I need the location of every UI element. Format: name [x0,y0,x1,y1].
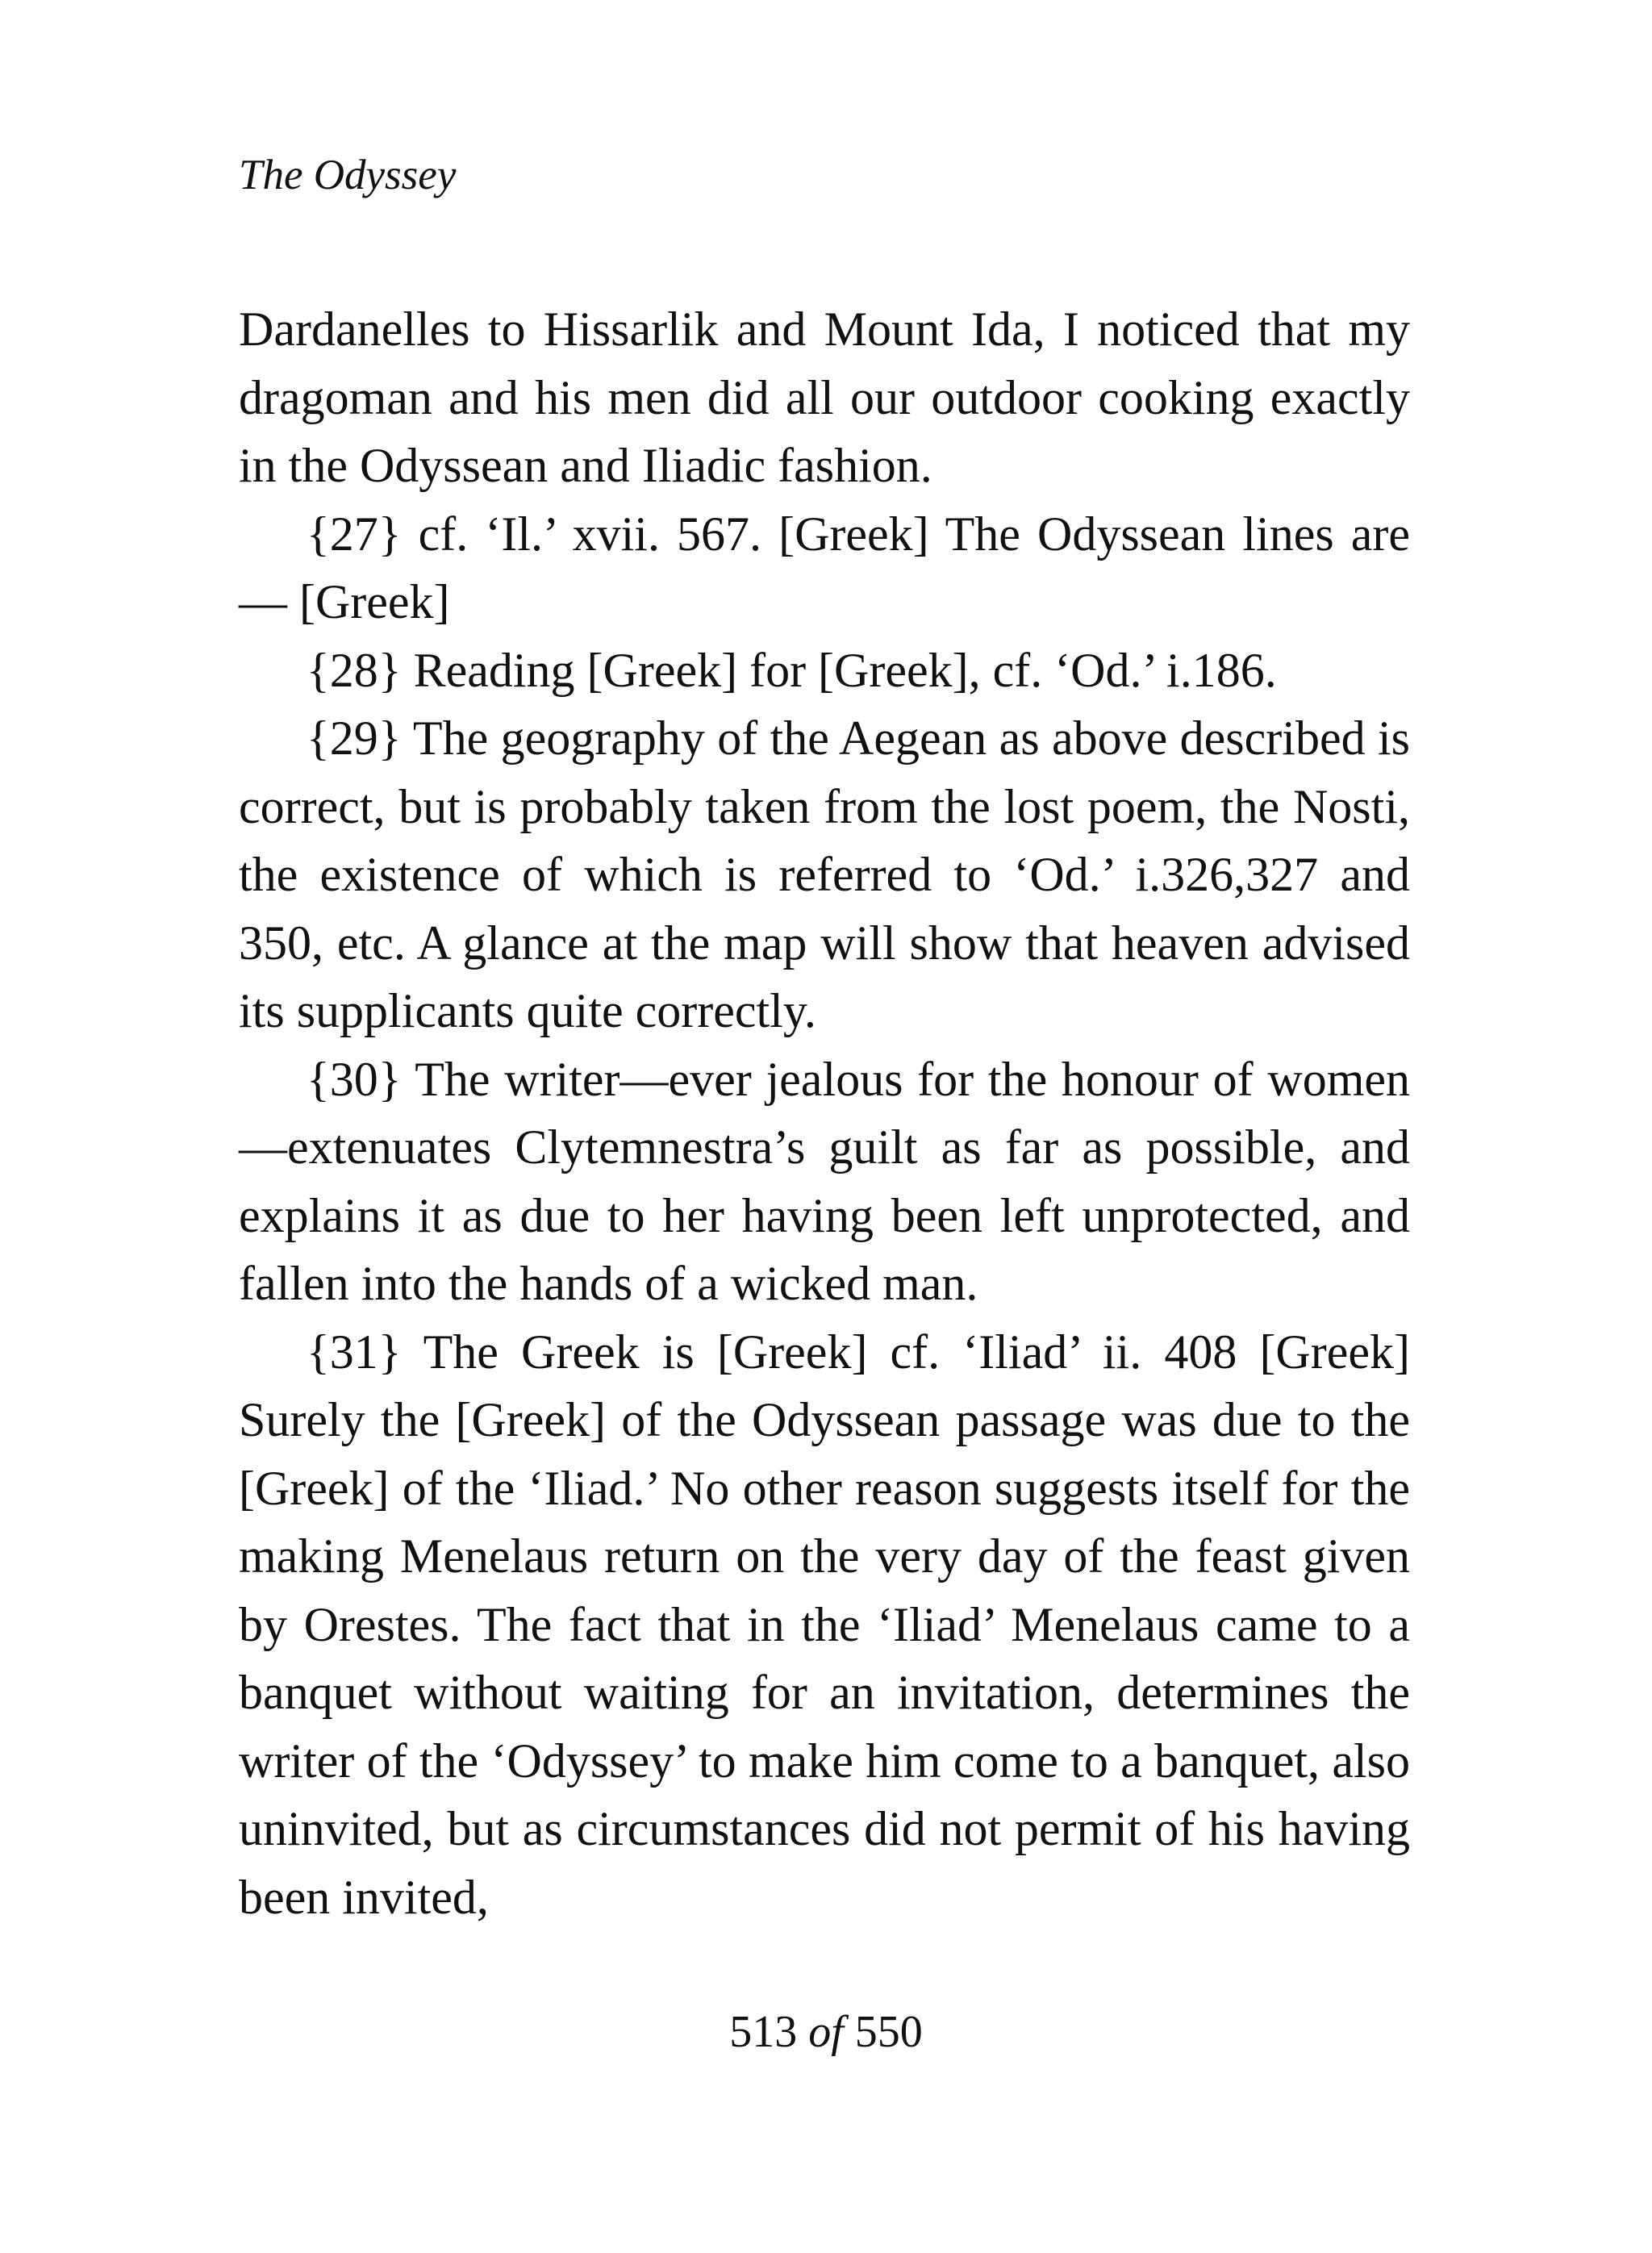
total-pages: 550 [854,2007,923,2057]
footnote-30: {30} The writer—ever jealous for the honour of women—extenuates Clytemnestra’s guilt as far as possible, and explains it as due to her having been left unprotected, and fallen into the hands of a wicked man. [239,1052,1410,1310]
paragraph-continuation: Dardanelles to Hissarlik and Mount Ida, I noticed that my dragoman and his men did all our outdoor cooking exactly in the Odyssean and Iliadic fashion. [239,302,1410,492]
footnote-31: {31} The Greek is [Greek] cf. ‘Iliad’ ii. 408 [Greek] Surely the [Greek] of the Odyssean passage was due to the [Greek] of the ‘Iliad.’ No other reason suggests itself for the making Menelaus return on the very day of the feast given by Orestes. The fact that in the ‘Iliad’ Menelaus came to a banquet without waiting for an invitation, determines the writer of the ‘Odyssey’ to make him come to a banquet, also uninvited, but as circumstances did not permit of his having been invited, [239,1325,1410,1924]
footnote-29: {29} The geography of the Aegean as above described is correct, but is probably taken from the lost poem, the Nosti, the existence of which is referred to ‘Od.’ i.326,327 and 350, etc. A glance at the map will show that heaven advised its supplicants quite correctly. [239,711,1410,1037]
current-page: 513 [729,2007,798,2057]
page-body [239,295,1410,1931]
running-title: The Odyssey [239,152,457,198]
page-number [0,2005,1652,2059]
footnote-27: {27} cf. ‘Il.’ xvii. 567. [Greek] The Odyssean lines are— [Greek] [239,507,1410,628]
page-of-label: of [808,2007,844,2057]
footnote-28: {28} Reading [Greek] for [Greek], cf. ‘Od.’ i.186. [307,643,1277,697]
